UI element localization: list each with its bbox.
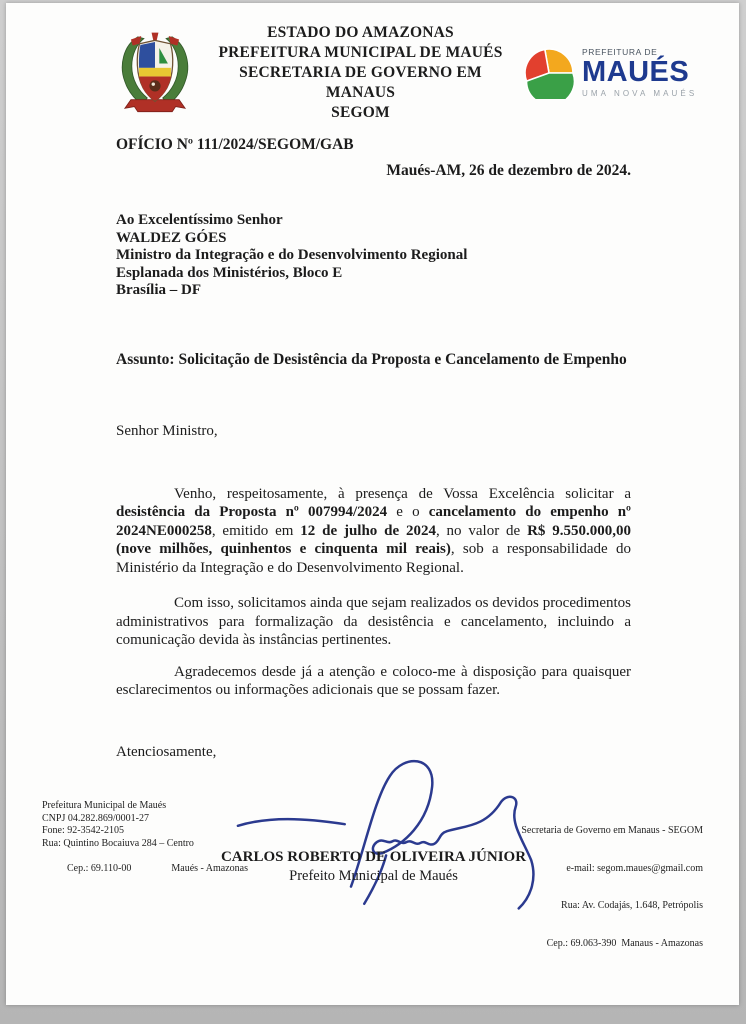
maues-brand-logo (523, 47, 719, 99)
footer-left-cnpj: CNPJ 04.282.869/0001-27 (42, 812, 149, 824)
footer-left-cep: Cep.: 69.110-00 (67, 862, 132, 874)
signer-name: CARLOS ROBERTO DE OLIVEIRA JÚNIOR (220, 848, 527, 865)
body-paragraph-3: Agradecemos desde já a atenção e coloco-me à disposição para quaisquer esclarecimentos ou informações adicionais que se possam fazer. (116, 663, 631, 698)
footer-left-street: Rua: Quintino Bocaiuva 284 – Centro (42, 837, 194, 849)
addressee-honorific: Ao Excelentíssimo Senhor (116, 212, 283, 228)
footer-right-cep: Cep.: 69.063-390 Manaus - Amazonas (546, 937, 703, 949)
letter-page (6, 3, 739, 1005)
body-paragraph-1: Venho, respeitosamente, à presença de Vossa Excelência solicitar a desistência da Proposta nº 007994/2024 e o cancelamento do empenho nº 2024NE000258, emitido em 12 de julho de 2024, no valor de R$ 9.550.000,00 (nove milhões, quinhentos e cinquenta mil reais), sob a responsabilidade do Ministério da Integração e do Desenvolvimento Regional. (116, 485, 631, 576)
reference-number: OFÍCIO Nº 111/2024/SEGOM/GAB (116, 136, 354, 153)
signer-title: Prefeito Municipal de Maués (289, 867, 458, 884)
subject-line: Assunto: Solicitação de Desistência da Proposta e Cancelamento de Empenho (116, 350, 627, 368)
footer-right-email: e-mail: segom.maues@gmail.com (566, 862, 703, 874)
addressee-city: Brasília – DF (116, 282, 201, 298)
footer-left-phone: Fone: 92-3542-2105 (42, 825, 124, 836)
footer-left-city: Maués - Amazonas (171, 862, 249, 874)
salutation: Senhor Ministro, (116, 422, 218, 439)
org-line-sigla: SEGOM (331, 104, 390, 121)
logo-wordmark (582, 48, 697, 99)
body-paragraph-2: Com isso, solicitamos ainda que sejam realizados os devidos procedimentos administrativos para formalização da desistência e cancelamento, incluindo a comunicação devida às instâncias pertinentes. (116, 595, 631, 648)
dateline: Maués-AM, 26 de dezembro de 2024. (386, 162, 631, 179)
addressee-name: WALDEZ GÓES (116, 229, 227, 246)
org-line-estado: ESTADO DO AMAZONAS (267, 24, 454, 41)
org-line-secretaria: SECRETARIA DE GOVERNO EM MANAUS (239, 64, 482, 101)
letter-content (6, 3, 739, 912)
addressee-block (116, 212, 631, 300)
addressee-address: Esplanada dos Ministérios, Bloco E (116, 264, 343, 281)
org-line-prefeitura: PREFEITURA MUNICIPAL DE MAUÉS (218, 44, 503, 61)
letterhead (112, 24, 719, 121)
logo-top-text: PREFEITURA DE (582, 46, 658, 57)
footer-left-org: Prefeitura Municipal de Maués (42, 800, 167, 811)
logo-name-text: MAUÉS (582, 56, 690, 89)
closing-word: Atenciosamente, (116, 743, 217, 760)
addressee-role: Ministro da Integração e do Desenvolvimento Regional (116, 247, 468, 263)
footer-right-org: Secretaria de Governo em Manaus - SEGOM (521, 825, 703, 836)
footer-right-street: Rua: Av. Codajás, 1.648, Petrópolis (561, 900, 703, 911)
org-title-block (198, 23, 523, 123)
logo-circle-icon (523, 47, 575, 99)
coat-of-arms-icon (112, 30, 198, 116)
logo-tagline-text: UMA NOVA MAUÉS (582, 89, 698, 99)
